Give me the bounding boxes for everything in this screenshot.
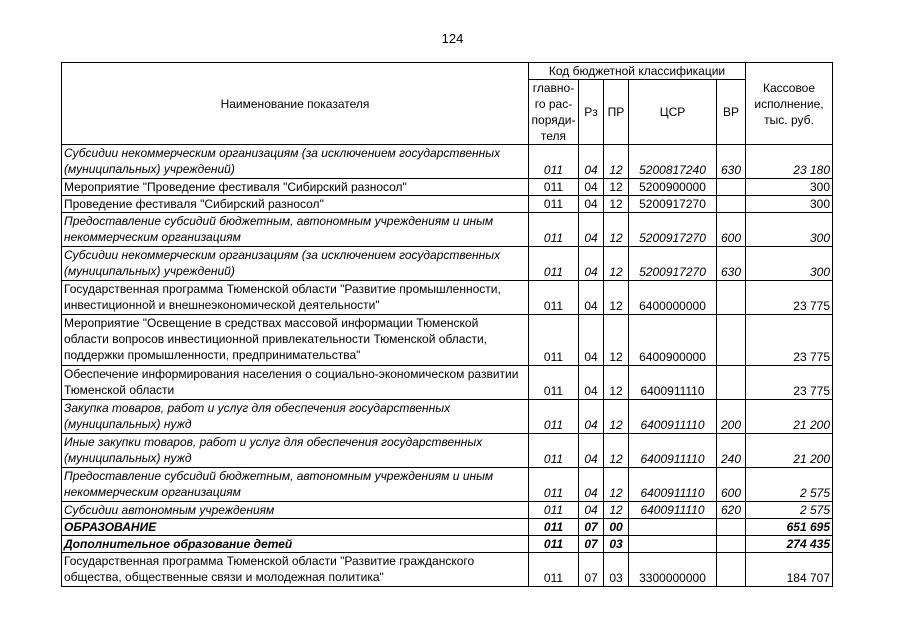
row-csr: 6400900000 [629, 315, 717, 366]
row-csr: 6400000000 [629, 281, 717, 315]
row-pr: 12 [604, 247, 629, 281]
row-rz: 04 [579, 366, 604, 400]
row-glavny: 011 [529, 502, 579, 519]
row-rz: 07 [579, 536, 604, 553]
row-vr [717, 519, 746, 536]
row-pr: 12 [604, 281, 629, 315]
row-glavny: 011 [529, 213, 579, 247]
row-glavny: 011 [529, 519, 579, 536]
row-vr [717, 179, 746, 196]
row-csr: 6400911110 [629, 434, 717, 468]
row-amount: 23 180 [746, 145, 833, 179]
row-pr: 12 [604, 400, 629, 434]
row-name: Проведение фестиваля "Сибирский разносол" [62, 196, 529, 213]
row-amount: 23 775 [746, 281, 833, 315]
header-name: Наименование показателя [62, 63, 529, 145]
row-amount: 23 775 [746, 366, 833, 400]
row-glavny: 011 [529, 179, 579, 196]
table-row [62, 315, 833, 366]
row-vr [717, 281, 746, 315]
row-rz: 07 [579, 553, 604, 587]
table-row [62, 281, 833, 315]
table-row [62, 247, 833, 281]
row-pr: 12 [604, 366, 629, 400]
row-glavny: 011 [529, 196, 579, 213]
row-glavny: 011 [529, 553, 579, 587]
row-glavny: 011 [529, 468, 579, 502]
row-rz: 04 [579, 247, 604, 281]
header-glavny: главно- го рас- поряди- теля [529, 80, 579, 145]
row-amount: 21 200 [746, 400, 833, 434]
row-name: Предоставление субсидий бюджетным, автономным учреждениям и иным некоммерческим организациям [62, 213, 529, 247]
row-csr: 6400911110 [629, 366, 717, 400]
row-csr: 5200900000 [629, 179, 717, 196]
row-amount: 21 200 [746, 434, 833, 468]
row-amount: 184 707 [746, 553, 833, 587]
row-rz: 04 [579, 196, 604, 213]
row-rz: 04 [579, 213, 604, 247]
row-amount: 300 [746, 196, 833, 213]
row-name: Дополнительное образование детей [62, 536, 529, 553]
header-csr: ЦСР [629, 80, 717, 145]
table-row [62, 536, 833, 553]
row-vr: 240 [717, 434, 746, 468]
row-rz: 04 [579, 468, 604, 502]
row-rz: 04 [579, 179, 604, 196]
header-vr: ВР [717, 80, 746, 145]
row-rz: 04 [579, 434, 604, 468]
row-vr [717, 553, 746, 587]
row-pr: 12 [604, 315, 629, 366]
row-vr: 620 [717, 502, 746, 519]
row-glavny: 011 [529, 366, 579, 400]
table-row [62, 434, 833, 468]
row-amount: 300 [746, 213, 833, 247]
row-amount: 2 575 [746, 502, 833, 519]
row-csr [629, 536, 717, 553]
row-name: Мероприятие "Освещение в средствах массовой информации Тюменской области вопросов инвестиционной привлекательности Тюменской области, поддержки промышленности, предпринимательства" [62, 315, 529, 366]
row-rz: 04 [579, 400, 604, 434]
row-name: ОБРАЗОВАНИЕ [62, 519, 529, 536]
row-pr: 00 [604, 519, 629, 536]
row-amount: 274 435 [746, 536, 833, 553]
row-csr: 6400911110 [629, 468, 717, 502]
header-pr: ПР [604, 80, 629, 145]
row-csr: 6400911110 [629, 502, 717, 519]
table-row [62, 519, 833, 536]
row-vr [717, 196, 746, 213]
page-number: 124 [441, 31, 464, 46]
table-row [62, 213, 833, 247]
row-pr: 12 [604, 179, 629, 196]
row-pr: 12 [604, 213, 629, 247]
row-pr: 12 [604, 434, 629, 468]
row-pr: 12 [604, 196, 629, 213]
row-pr: 12 [604, 145, 629, 179]
row-vr: 600 [717, 213, 746, 247]
row-name: Иные закупки товаров, работ и услуг для обеспечения государственных (муниципальных) нужд [62, 434, 529, 468]
row-csr: 5200917270 [629, 196, 717, 213]
row-vr: 200 [717, 400, 746, 434]
row-glavny: 011 [529, 145, 579, 179]
row-rz: 04 [579, 502, 604, 519]
row-csr: 5200917270 [629, 213, 717, 247]
row-glavny: 011 [529, 400, 579, 434]
row-csr [629, 519, 717, 536]
row-amount: 651 695 [746, 519, 833, 536]
row-glavny: 011 [529, 315, 579, 366]
table-row [62, 400, 833, 434]
table-row [62, 366, 833, 400]
row-amount: 300 [746, 247, 833, 281]
row-rz: 04 [579, 315, 604, 366]
row-rz: 07 [579, 519, 604, 536]
row-name: Субсидии автономным учреждениям [62, 502, 529, 519]
table-row [62, 468, 833, 502]
row-rz: 04 [579, 281, 604, 315]
row-rz: 04 [579, 145, 604, 179]
row-name: Мероприятие "Проведение фестиваля "Сибирский разносол" [62, 179, 529, 196]
row-pr: 03 [604, 536, 629, 553]
header-rz: Рз [579, 80, 604, 145]
budget-execution-table [61, 62, 833, 587]
table-row [62, 502, 833, 519]
row-name: Субсидии некоммерческим организациям (за исключением государственных (муниципальных) учреждений) [62, 247, 529, 281]
row-name: Государственная программа Тюменской области "Развитие промышленности, инвестиционной и внешнеэкономической деятельности" [62, 281, 529, 315]
row-amount: 2 575 [746, 468, 833, 502]
table-row [62, 553, 833, 587]
row-name: Субсидии некоммерческим организациям (за исключением государственных (муниципальных) учреждений) [62, 145, 529, 179]
row-name: Закупка товаров, работ и услуг для обеспечения государственных (муниципальных) нужд [62, 400, 529, 434]
row-vr [717, 366, 746, 400]
row-glavny: 011 [529, 281, 579, 315]
row-pr: 03 [604, 553, 629, 587]
header-amount: Кассовое исполнение, тыс. руб. [746, 63, 833, 145]
header-code-group: Код бюджетной классификации [529, 63, 746, 80]
row-csr: 3300000000 [629, 553, 717, 587]
row-csr: 5200817240 [629, 145, 717, 179]
row-glavny: 011 [529, 247, 579, 281]
row-name: Предоставление субсидий бюджетным, автономным учреждениям и иным некоммерческим организациям [62, 468, 529, 502]
row-amount: 23 775 [746, 315, 833, 366]
row-name: Обеспечение информирования населения о социально-экономическом развитии Тюменской области [62, 366, 529, 400]
table-row [62, 196, 833, 213]
row-name: Государственная программа Тюменской области "Развитие гражданского общества, общественные связи и молодежная политика" [62, 553, 529, 587]
table-row [62, 145, 833, 179]
table-row [62, 179, 833, 196]
row-vr [717, 536, 746, 553]
row-vr: 600 [717, 468, 746, 502]
row-pr: 12 [604, 502, 629, 519]
row-csr: 6400911110 [629, 400, 717, 434]
row-vr [717, 315, 746, 366]
row-glavny: 011 [529, 536, 579, 553]
row-vr: 630 [717, 247, 746, 281]
row-vr: 630 [717, 145, 746, 179]
row-pr: 12 [604, 468, 629, 502]
row-amount: 300 [746, 179, 833, 196]
row-csr: 5200917270 [629, 247, 717, 281]
row-glavny: 011 [529, 434, 579, 468]
